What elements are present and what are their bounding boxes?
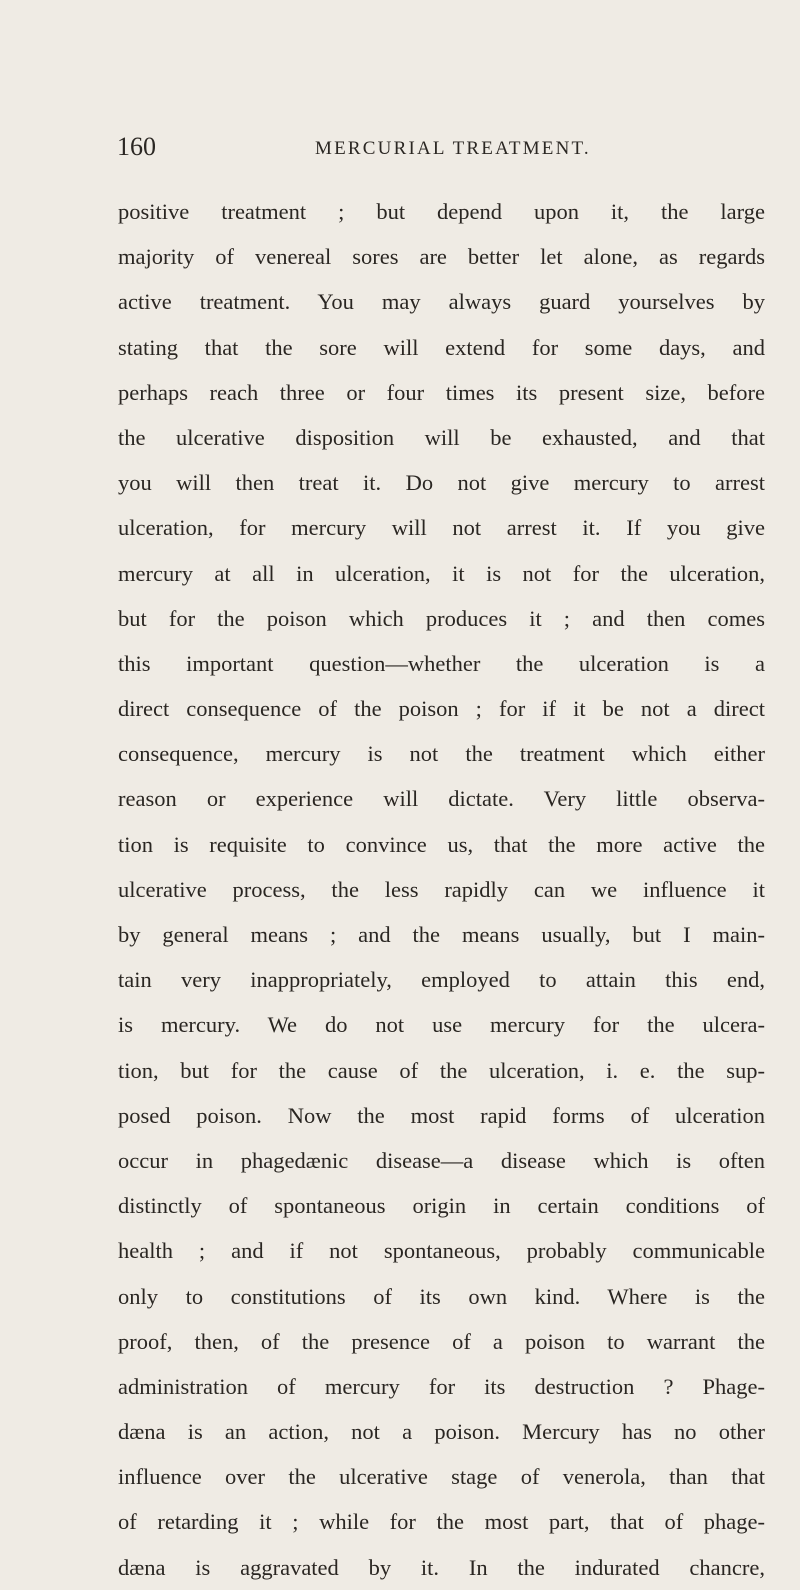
- text-line: health ; and if not spontaneous, probably communicable: [118, 1238, 765, 1264]
- text-line: consequence, mercury is not the treatment which either: [118, 741, 765, 767]
- body-text: [118, 189, 765, 1590]
- text-line: is mercury. We do not use mercury for the ulcera-: [118, 1012, 765, 1038]
- text-line: ulcerative process, the less rapidly can we influence it: [118, 876, 765, 902]
- text-line: tain very inappropriately, employed to attain this end,: [118, 967, 765, 993]
- text-line: of retarding it ; while for the most part, that of phage-: [118, 1509, 765, 1535]
- text-line: administration of mercury for its destruction ? Phage-: [118, 1373, 765, 1399]
- text-line: occur in phagedænic disease—a disease which is often: [118, 1147, 765, 1173]
- text-line: by general means ; and the means usually, but I main-: [118, 922, 765, 947]
- page-number: 160: [117, 132, 156, 161]
- text-line: distinctly of spontaneous origin in certain conditions of: [118, 1193, 765, 1219]
- text-line: stating that the sore will extend for some days, and: [118, 334, 765, 360]
- text-line: posed poison. Now the most rapid forms of ulceration: [118, 1102, 765, 1128]
- text-line: tion is requisite to convince us, that the more active the: [118, 831, 765, 857]
- text-line: direct consequence of the poison ; for if it be not a direct: [118, 696, 765, 722]
- text-line: tion, but for the cause of the ulceration, i. e. the sup-: [118, 1057, 765, 1083]
- text-line: but for the poison which produces it ; and then comes: [118, 605, 765, 631]
- text-line: you will then treat it. Do not give mercury to arrest: [118, 470, 765, 496]
- page-header: [117, 132, 717, 172]
- text-line: perhaps reach three or four times its present size, before: [118, 379, 765, 405]
- running-title: MERCURIAL TREATMENT.: [315, 138, 591, 159]
- text-line: mercury at all in ulceration, it is not for the ulceration,: [118, 560, 765, 586]
- text-line: positive treatment ; but depend upon it, the large: [118, 199, 765, 224]
- text-line: proof, then, of the presence of a poison to warrant the: [118, 1328, 765, 1354]
- text-line: dæna is aggravated by it. In the indurated chancre,: [118, 1554, 765, 1580]
- text-line: this important question—whether the ulceration is a: [118, 650, 765, 676]
- text-line: dæna is an action, not a poison. Mercury has no other: [118, 1419, 765, 1445]
- text-line: active treatment. You may always guard yourselves by: [118, 289, 765, 315]
- text-line: majority of venereal sores are better let alone, as regards: [118, 244, 765, 270]
- text-line: influence over the ulcerative stage of venerola, than that: [118, 1464, 765, 1490]
- text-line: only to constitutions of its own kind. Where is the: [118, 1283, 765, 1309]
- text-line: ulceration, for mercury will not arrest it. If you give: [118, 515, 765, 541]
- text-line: the ulcerative disposition will be exhausted, and that: [118, 424, 765, 450]
- text-line: reason or experience will dictate. Very little observa-: [118, 786, 765, 812]
